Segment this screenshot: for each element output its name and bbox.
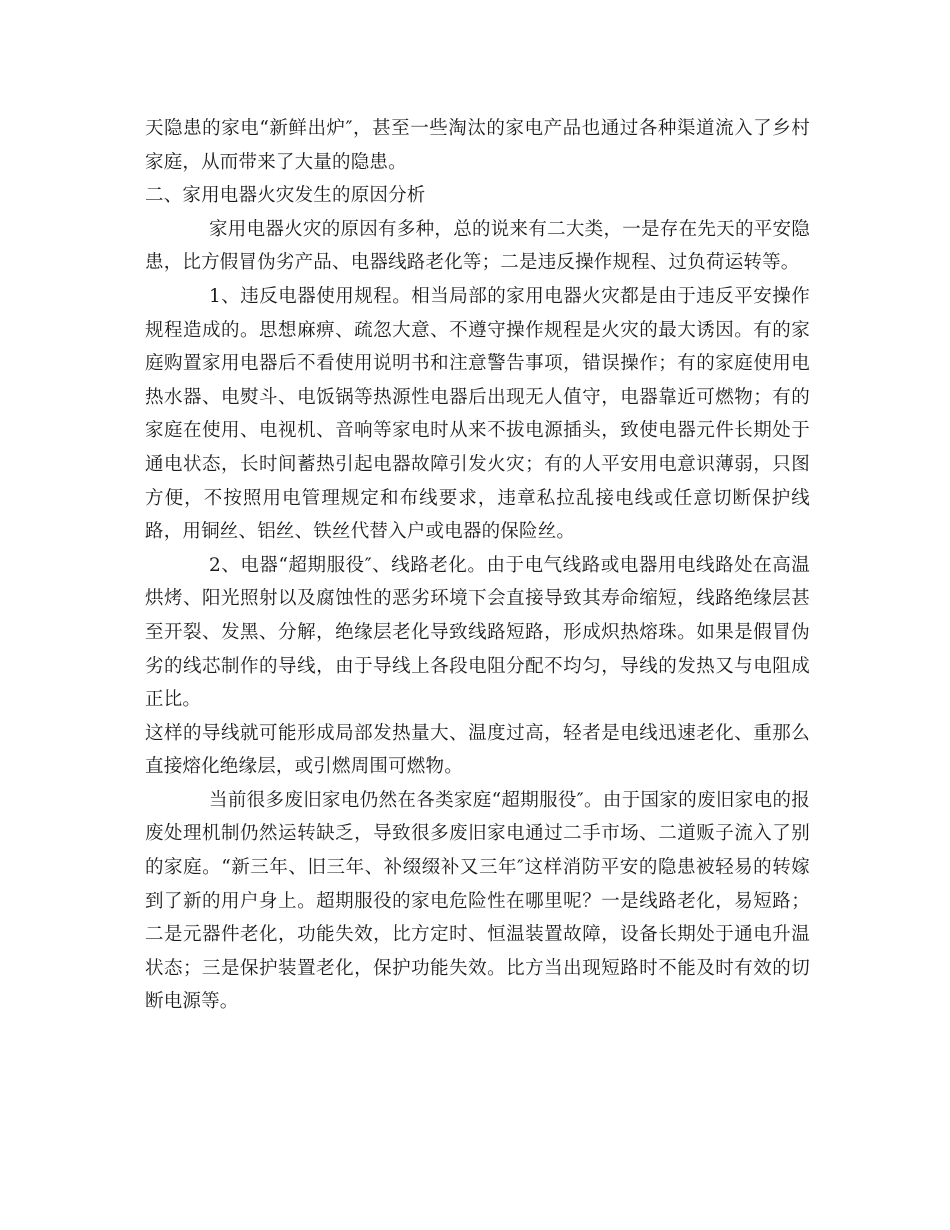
document-body [145,112,810,1019]
paragraph-reason-1: 1、违反电器使用规程。相当局部的家用电器火灾都是由于违反平安操作规程造成的。思想麻痹、疏忽大意、不遵守操作规程是火灾的最大诱因。有的家庭购置家用电器后不看使用说明书和注意警告事项，错误操作；有的家庭使用电热水器、电熨斗、电饭锅等热源性电器后出现无人值守，电器靠近可燃物；有的家庭在使用、电视机、音响等家电时从来不拔电源插头，致使电器元件长期处于通电状态，长时间蓄热引起电器故障引发火灾；有的人平安用电意识薄弱，只图方便，不按照用电管理规定和布线要求，违章私拉乱接电线或任意切断保护线路，用铜丝、铝丝、铁丝代替入户或电器的保险丝。 [145,285,810,543]
paragraph-wire-effects: 这样的导线就可能形成局部发热量大、温度过高，轻者是电线迅速老化、重那么直接熔化绝缘层，或引燃周围可燃物。 [145,722,810,778]
paragraph-overview: 家用电器火灾的原因有多种，总的说来有二大类，一是存在先天的平安隐患，比方假冒伪劣产品、电器线路老化等；二是违反操作规程、过负荷运转等。 [145,218,810,274]
paragraph-old-appliances: 当前很多废旧家电仍然在各类家庭“超期服役″。由于国家的废旧家电的报废处理机制仍然运转缺乏，导致很多废旧家电通过二手市场、二道贩子流入了别的家庭。“新三年、旧三年、补缀缀补又三年″这样消防平安的隐患被轻易的转嫁到了新的用户身上。超期服役的家电危险性在哪里呢？一是线路老化，易短路；二是元器件老化，功能失效，比方定时、恒温装置故障，设备长期处于通电升温状态；三是保护装置老化，保护功能失效。比方当出现短路时不能及时有效的切断电源等。 [145,789,810,1013]
section-heading: 二、家用电器火灾发生的原因分析 [145,185,426,207]
paragraph-reason-2: 2、电器“超期服役″、线路老化。由于电气线路或电器用电线路处在高温烘烤、阳光照射以及腐蚀性的恶劣环境下会直接导致其寿命缩短，线路绝缘层甚至开裂、发黑、分解，绝缘层老化导致线路短路，形成炽热熔珠。如果是假冒伪劣的线芯制作的导线，由于导线上各段电阻分配不均匀，导线的发热又与电阻成正比。 [145,554,810,711]
paragraph-continuation: 天隐患的家电“新鲜出炉″，甚至一些淘汰的家电产品也通过各种渠道流入了乡村家庭，从而带来了大量的隐患。 [145,118,810,173]
